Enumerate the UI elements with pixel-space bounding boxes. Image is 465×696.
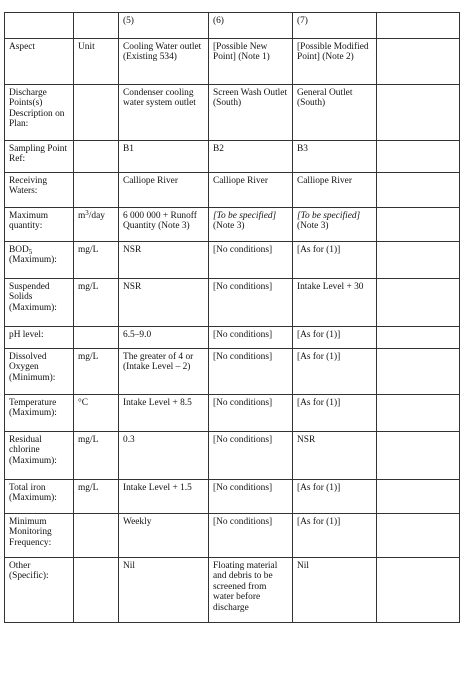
column-6-cell: [No conditions]: [209, 395, 293, 432]
column-5-cell: 6 000 000 + Runoff Quantity (Note 3): [119, 208, 209, 242]
header-cell-blank: [5, 13, 74, 39]
aspect-cell: Sampling Point Ref:: [5, 141, 74, 173]
table-row-other-specific: [5, 558, 460, 623]
aspect-cell: Receiving Waters:: [5, 173, 74, 208]
table-row-maximum-quantity: [5, 208, 460, 242]
column-5-cell: Weekly: [119, 514, 209, 558]
unit-cell: [74, 208, 119, 242]
column-6-cell: [No conditions]: [209, 279, 293, 327]
table-row-sampling-point: [5, 141, 460, 173]
column-5-cell: The greater of 4 or (Intake Level – 2): [119, 349, 209, 395]
table-row-bod5: [5, 242, 460, 279]
table-row-suspended-solids: [5, 279, 460, 327]
note-text: (Note 3): [297, 221, 329, 232]
unit-cell: °C: [74, 395, 119, 432]
aspect-cell: Aspect: [5, 39, 74, 85]
unit-cell: mg/L: [74, 432, 119, 480]
aspect-cell: Residual chlorine (Maximum):: [5, 432, 74, 480]
aspect-text: BOD: [9, 245, 29, 255]
column-6-cell: Screen Wash Outlet (South): [209, 85, 293, 141]
aspect-cell: Temperature (Maximum):: [5, 395, 74, 432]
table-row-dissolved-oxygen: [5, 349, 460, 395]
blank-cell: [377, 480, 460, 514]
aspect-text: (Maximum):: [9, 255, 57, 266]
table-row-temperature: [5, 395, 460, 432]
column-7-cell: [Possible Modified Point] (Note 2): [293, 39, 377, 85]
blank-cell: [377, 327, 460, 349]
aspect-cell: Minimum Monitoring Frequency:: [5, 514, 74, 558]
unit-cell: [74, 558, 119, 623]
blank-cell: [377, 242, 460, 279]
column-7-cell: B3: [293, 141, 377, 173]
unit-cell: [74, 514, 119, 558]
column-6-cell: [No conditions]: [209, 432, 293, 480]
column-5-cell: NSR: [119, 242, 209, 279]
unit-cell: [74, 141, 119, 173]
unit-cell: [74, 327, 119, 349]
table-row-ph-level: [5, 327, 460, 349]
column-6-cell: [No conditions]: [209, 514, 293, 558]
header-column-7: (7): [293, 13, 377, 39]
aspect-cell: Discharge Points(s) Description on Plan:: [5, 85, 74, 141]
column-7-cell: NSR: [293, 432, 377, 480]
aspect-cell: Maximum quantity:: [5, 208, 74, 242]
blank-cell: [377, 395, 460, 432]
header-column-5: (5): [119, 13, 209, 39]
table-row-aspect: [5, 39, 460, 85]
column-6-cell: [No conditions]: [209, 242, 293, 279]
aspect-cell: pH level:: [5, 327, 74, 349]
table-header-row: [5, 13, 460, 39]
aspect-cell: Other (Specific):: [5, 558, 74, 623]
unit-cell: Unit: [74, 39, 119, 85]
column-7-cell: [As for (1)]: [293, 480, 377, 514]
column-7-cell: [As for (1)]: [293, 514, 377, 558]
column-5-cell: Intake Level + 8.5: [119, 395, 209, 432]
column-7-cell: [As for (1)]: [293, 395, 377, 432]
unit-text: m: [78, 211, 86, 221]
aspect-subscript: 5: [28, 248, 33, 256]
table-row-residual-chlorine: [5, 432, 460, 480]
table-row-discharge-points: [5, 85, 460, 141]
column-6-cell: [209, 208, 293, 242]
column-6-cell: Calliope River: [209, 173, 293, 208]
blank-cell: [377, 39, 460, 85]
column-7-cell: [As for (1)]: [293, 242, 377, 279]
column-7-cell: Intake Level + 30: [293, 279, 377, 327]
aspect-cell: [5, 242, 74, 279]
column-5-cell: Nil: [119, 558, 209, 623]
table-row-receiving-waters: [5, 173, 460, 208]
column-5-cell: Calliope River: [119, 173, 209, 208]
blank-cell: [377, 279, 460, 327]
unit-cell: mg/L: [74, 242, 119, 279]
blank-cell: [377, 514, 460, 558]
column-5-cell: Condenser cooling water system outlet: [119, 85, 209, 141]
column-5-cell: B1: [119, 141, 209, 173]
column-7-cell: [As for (1)]: [293, 327, 377, 349]
column-6-cell: [No conditions]: [209, 327, 293, 349]
unit-superscript: 3: [85, 209, 89, 217]
aspect-cell: Total iron (Maximum):: [5, 480, 74, 514]
column-6-cell: [Possible New Point] (Note 1): [209, 39, 293, 85]
column-5-cell: Cooling Water outlet (Existing 534): [119, 39, 209, 85]
blank-cell: [377, 349, 460, 395]
header-column-6: (6): [209, 13, 293, 39]
column-5-cell: Intake Level + 1.5: [119, 480, 209, 514]
column-7-cell: Nil: [293, 558, 377, 623]
unit-cell: mg/L: [74, 480, 119, 514]
blank-cell: [377, 141, 460, 173]
aspect-cell: Suspended Solids (Maximum):: [5, 279, 74, 327]
unit-cell: mg/L: [74, 349, 119, 395]
column-6-cell: [No conditions]: [209, 349, 293, 395]
column-5-cell: 0.3: [119, 432, 209, 480]
blank-cell: [377, 85, 460, 141]
unit-text: /day: [88, 211, 105, 221]
aspect-cell: Dissolved Oxygen (Minimum):: [5, 349, 74, 395]
column-7-cell: Calliope River: [293, 173, 377, 208]
column-6-cell: B2: [209, 141, 293, 173]
conditions-table: [4, 12, 460, 623]
unit-cell: mg/L: [74, 279, 119, 327]
column-7-cell: [As for (1)]: [293, 349, 377, 395]
table-row-total-iron: [5, 480, 460, 514]
to-be-specified-text: [To be specified]: [213, 211, 277, 221]
header-cell-blank: [377, 13, 460, 39]
column-5-cell: NSR: [119, 279, 209, 327]
column-6-cell: [No conditions]: [209, 480, 293, 514]
unit-cell: [74, 85, 119, 141]
unit-cell: [74, 173, 119, 208]
blank-cell: [377, 208, 460, 242]
column-7-cell: [293, 208, 377, 242]
column-6-cell: Floating material and debris to be screened from water before discharge: [209, 558, 293, 623]
column-7-cell: General Outlet (South): [293, 85, 377, 141]
column-5-cell: 6.5–9.0: [119, 327, 209, 349]
note-text: (Note 3): [213, 221, 245, 232]
blank-cell: [377, 558, 460, 623]
table-row-monitoring-frequency: [5, 514, 460, 558]
blank-cell: [377, 173, 460, 208]
header-cell-blank: [74, 13, 119, 39]
blank-cell: [377, 432, 460, 480]
to-be-specified-text: [To be specified]: [297, 211, 361, 221]
